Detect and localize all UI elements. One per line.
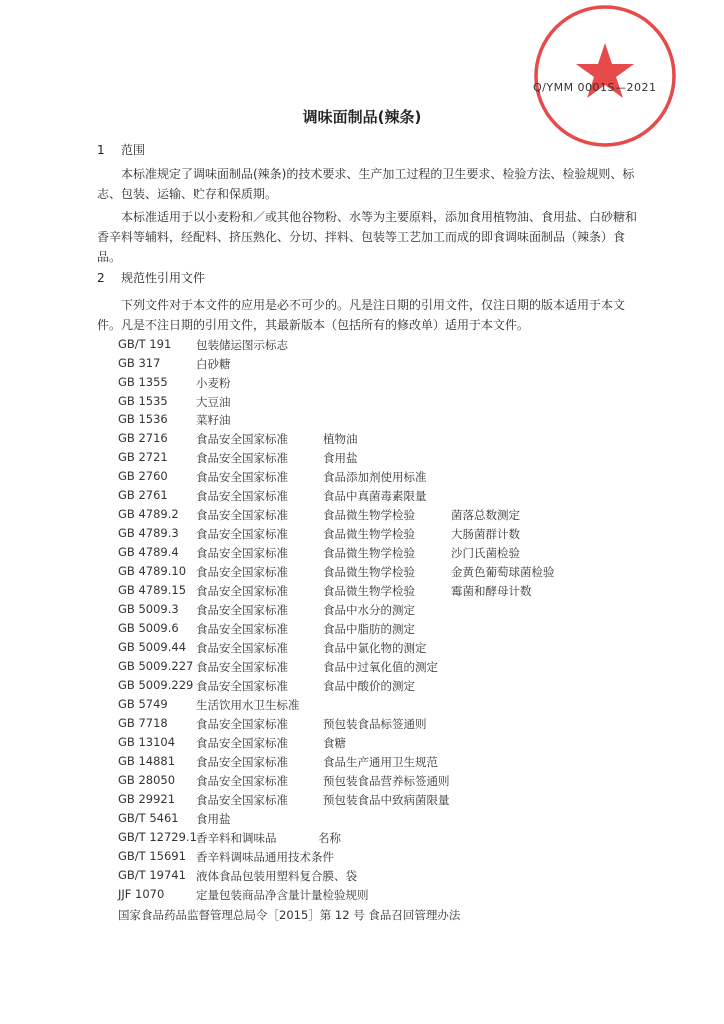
reference-cell: 食品安全国家标准 (196, 470, 288, 484)
reference-cell: GB 5009.229 (118, 678, 194, 692)
reference-cell: 食品添加剂使用标准 (323, 470, 427, 484)
reference-cell: GB 5009.227 (118, 659, 194, 673)
paragraph: 本标准规定了调味面制品(辣条)的技术要求、生产加工过程的卫生要求、检验方法、检验规则、标志、包装、运输、贮存和保质期。 (97, 167, 635, 201)
reference-cell: GB 4789.2 (118, 507, 179, 521)
reference-cell: GB/T 19741 (118, 868, 186, 882)
reference-cell: 食品安全国家标准 (196, 584, 288, 598)
reference-cell: 预包装食品营养标签通则 (323, 774, 450, 788)
reference-cell: 食品微生物学检验 (323, 546, 415, 560)
reference-cell: GB 2761 (118, 488, 168, 502)
reference-cell: GB 2721 (118, 450, 168, 464)
reference-cell: GB 4789.4 (118, 545, 179, 559)
document-code: Q/YMM 0001S—2021 (533, 81, 657, 94)
reference-cell: 食品中水分的测定 (323, 603, 415, 617)
reference-cell: 金黄色葡萄球菌检验 (451, 565, 555, 579)
reference-cell: GB 317 (118, 356, 161, 370)
paragraph: 本标准适用于以小麦粉和／或其他谷物粉、水等为主要原料，添加食用植物油、食用盐、白砂糖和香辛料等辅料，经配料、挤压熟化、分切、拌料、包装等工艺加工而成的即食调味面制品（辣条）食品。 (97, 210, 638, 264)
reference-cell: 食品中脂肪的测定 (323, 622, 415, 636)
section-number: 2 (97, 271, 105, 285)
reference-cell: GB 1535 (118, 394, 168, 408)
reference-cell: 食品微生物学检验 (323, 508, 415, 522)
reference-cell: 食品安全国家标准 (196, 565, 288, 579)
reference-cell: 食品安全国家标准 (196, 546, 288, 560)
reference-cell: JJF 1070 (118, 887, 165, 901)
reference-cell: 食品安全国家标准 (196, 679, 288, 693)
reference-cell: 食品中酸价的测定 (323, 679, 415, 693)
reference-cell: 名称 (318, 831, 341, 845)
reference-cell: 香辛料调味品通用技术条件 (196, 850, 334, 864)
reference-cell: 食品安全国家标准 (196, 793, 288, 807)
reference-cell: 食品安全国家标准 (196, 508, 288, 522)
paragraph: 下列文件对于本文件的应用是必不可少的。凡是注日期的引用文件，仅注日期的版本适用于本文件。凡是不注日期的引用文件，其最新版本（包括所有的修改单）适用于本文件。 (97, 298, 626, 332)
reference-cell: GB 1536 (118, 412, 168, 426)
reference-cell: GB/T 12729.1 (118, 830, 197, 844)
reference-cell: GB 4789.3 (118, 526, 179, 540)
reference-cell: GB 5749 (118, 697, 168, 711)
reference-cell: GB 2716 (118, 431, 168, 445)
reference-cell: 食用盐 (196, 812, 231, 826)
reference-cell: 食品安全国家标准 (196, 603, 288, 617)
reference-cell: GB/T 5461 (118, 811, 179, 825)
reference-cell: 包装储运图示标志 (196, 338, 288, 352)
reference-cell: 食糖 (323, 736, 346, 750)
reference-cell: 食品安全国家标准 (196, 736, 288, 750)
reference-cell: 霉菌和酵母计数 (451, 584, 532, 598)
reference-cell: GB 2760 (118, 469, 168, 483)
reference-cell: 菌落总数测定 (451, 508, 520, 522)
reference-cell: 白砂糖 (196, 357, 231, 371)
reference-cell: GB 29921 (118, 792, 176, 806)
reference-cell: 生活饮用水卫生标准 (196, 698, 300, 712)
reference-cell: GB/T 191 (118, 337, 172, 351)
reference-cell: 食品安全国家标准 (196, 622, 288, 636)
reference-cell: 预包装食品标签通则 (323, 717, 427, 731)
reference-cell: 食用盐 (323, 451, 358, 465)
reference-cell: 预包装食品中致病菌限量 (323, 793, 450, 807)
reference-cell: GB 13104 (118, 735, 176, 749)
section-title: 规范性引用文件 (121, 271, 206, 285)
reference-cell: 小麦粉 (196, 376, 231, 390)
reference-cell: 食品生产通用卫生规范 (323, 755, 438, 769)
reference-cell: GB 28050 (118, 773, 176, 787)
reference-cell: GB 7718 (118, 716, 168, 730)
closing-reference: 国家食品药品监督管理总局令［2015］第 12 号 食品召回管理办法 (118, 908, 461, 922)
reference-cell: 食品微生物学检验 (323, 527, 415, 541)
reference-cell: GB 5009.3 (118, 602, 179, 616)
section-title: 范围 (121, 143, 146, 157)
section-number: 1 (97, 143, 105, 157)
reference-cell: 食品安全国家标准 (196, 451, 288, 465)
reference-cell: 食品安全国家标准 (196, 641, 288, 655)
reference-cell: 沙门氏菌检验 (451, 546, 520, 560)
reference-cell: 食品安全国家标准 (196, 755, 288, 769)
company-seal-stamp (532, 3, 678, 149)
document-title: 调味面制品(辣条) (302, 108, 422, 126)
reference-cell: 食品安全国家标准 (196, 660, 288, 674)
reference-cell: 菜籽油 (196, 413, 231, 427)
reference-cell: GB 4789.15 (118, 583, 187, 597)
reference-cell: 植物油 (323, 432, 358, 446)
reference-cell: 食品中真菌毒素限量 (323, 489, 427, 503)
reference-cell: 食品安全国家标准 (196, 489, 288, 503)
reference-cell: 大肠菌群计数 (451, 527, 520, 541)
reference-cell: GB 4789.10 (118, 564, 187, 578)
reference-cell: 食品中氯化物的测定 (323, 641, 427, 655)
reference-cell: GB 1355 (118, 375, 168, 389)
reference-cell: GB/T 15691 (118, 849, 186, 863)
reference-cell: 食品安全国家标准 (196, 717, 288, 731)
reference-cell: GB 14881 (118, 754, 176, 768)
reference-cell: 食品微生物学检验 (323, 584, 415, 598)
reference-cell: GB 5009.6 (118, 621, 179, 635)
section-1-heading (97, 141, 145, 158)
reference-cell: GB 5009.44 (118, 640, 187, 654)
reference-cell: 食品中过氧化值的测定 (323, 660, 438, 674)
reference-cell: 大豆油 (196, 395, 231, 409)
reference-cell: 食品安全国家标准 (196, 774, 288, 788)
reference-cell: 食品微生物学检验 (323, 565, 415, 579)
reference-cell: 液体食品包装用塑料复合膜、袋 (196, 869, 357, 883)
section-2-heading (97, 269, 205, 286)
reference-cell: 香辛料和调味品 (196, 831, 277, 845)
reference-cell: 定量包装商品净含量计量检验规则 (196, 888, 369, 902)
reference-cell: 食品安全国家标准 (196, 432, 288, 446)
reference-cell: 食品安全国家标准 (196, 527, 288, 541)
